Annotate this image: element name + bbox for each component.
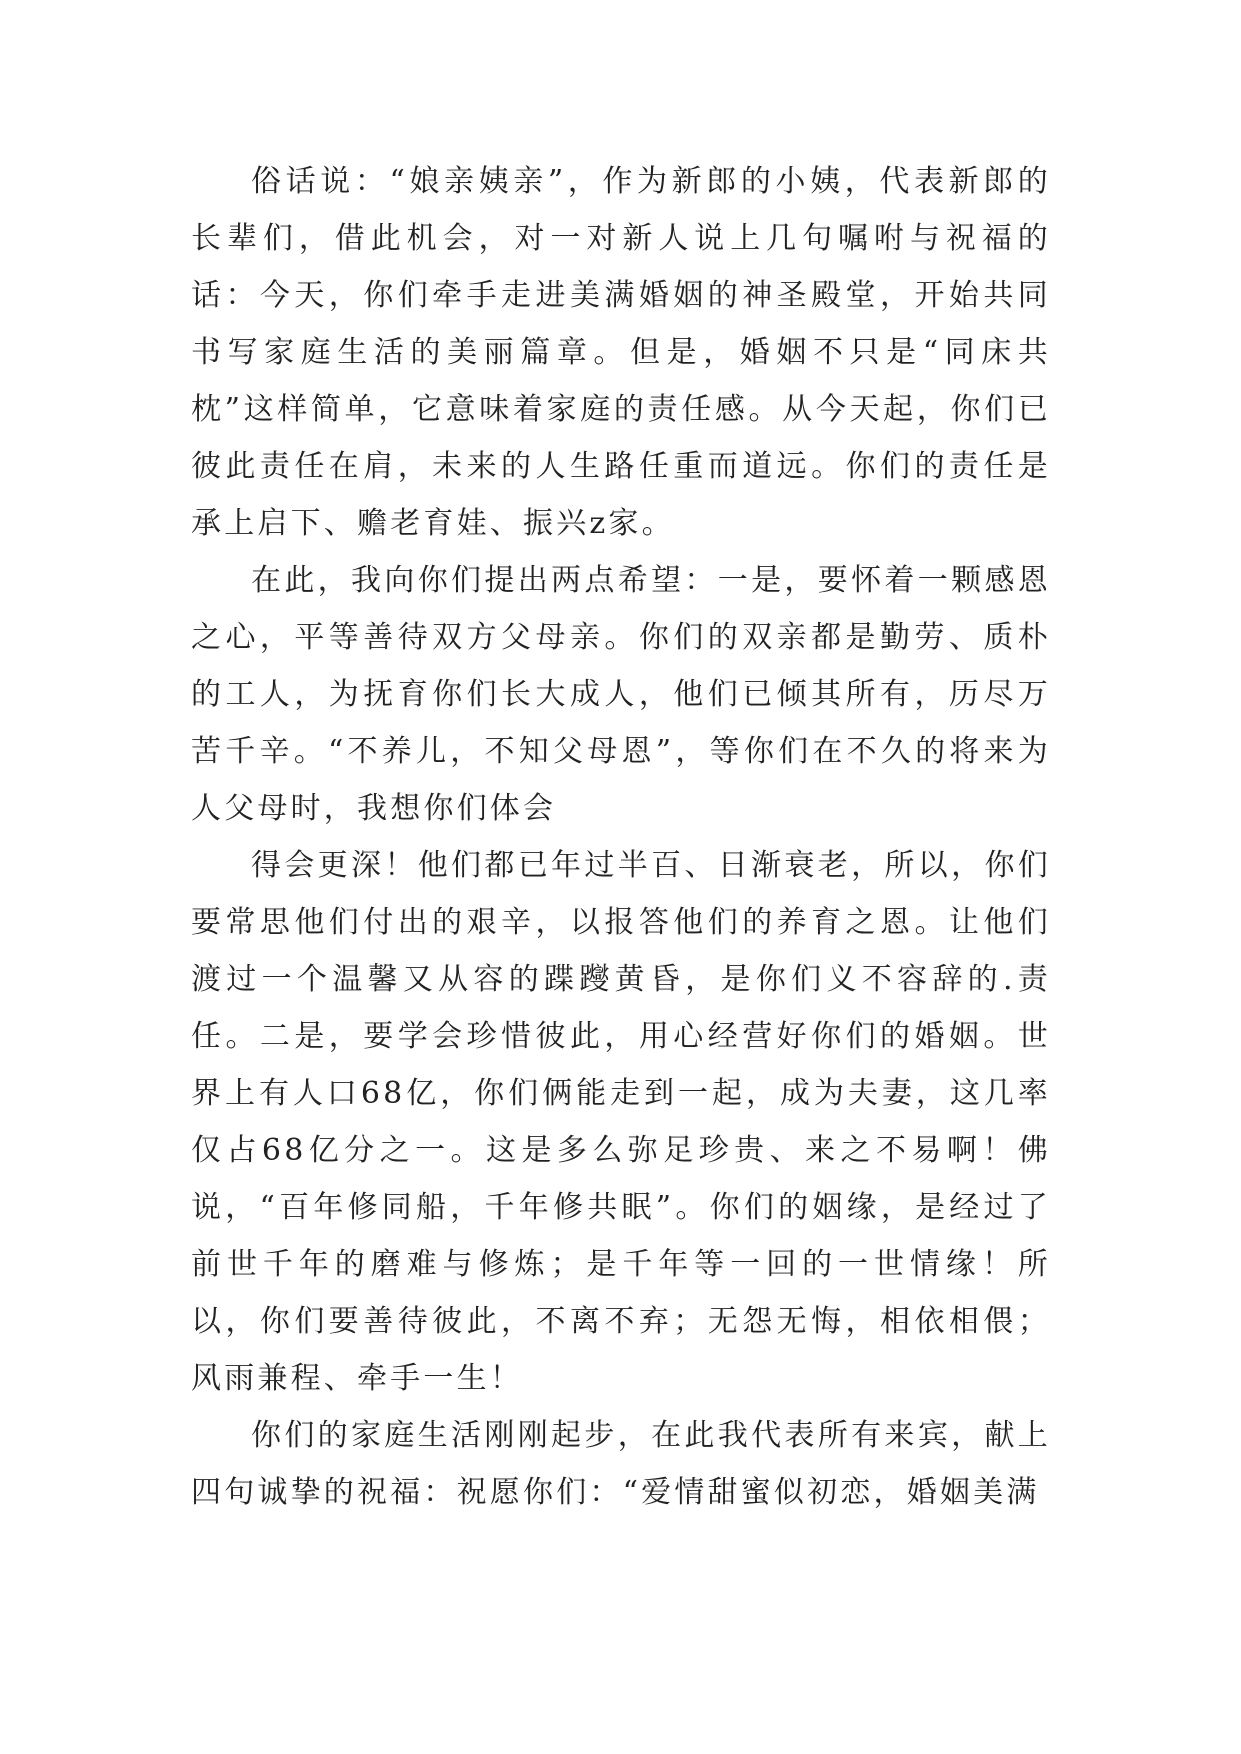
document-body — [191, 153, 1051, 1521]
paragraph-1: 俗话说：“娘亲姨亲”，作为新郎的小姨，代表新郎的长辈们，借此机会，对一对新人说上几句嘱咐与祝福的话：今天，你们牵手走进美满婚姻的神圣殿堂，开始共同书写家庭生活的美丽篇章。但是，婚姻不只是“同床共枕”这样简单，它意味着家庭的责任感。从今天起，你们已彼此责任在肩，未来的人生路任重而道远。你们的责任是承上启下、赡老育娃、振兴z家。 — [191, 164, 1051, 541]
paragraph-3: 得会更深！他们都已年过半百、日渐衰老，所以，你们要常思他们付出的艰辛，以报答他们的养育之恩。让他们渡过一个温馨又从容的蹀躞黄昏，是你们义不容辞的.责任。二是，要学会珍惜彼此，用心经营好你们的婚姻。世界上有人口68亿，你们俩能走到一起，成为夫妻，这几率仅占68亿分之一。这是多么弥足珍贵、来之不易啊！佛说，“百年修同船，千年修共眠”。你们的姻缘，是经过了前世千年的磨难与修炼；是千年等一回的一世情缘！所以，你们要善待彼此，不离不弃；无怨无悔，相依相偎；风雨兼程、牵手一生！ — [191, 848, 1051, 1396]
paragraph-2: 在此，我向你们提出两点希望：一是，要怀着一颗感恩之心，平等善待双方父母亲。你们的双亲都是勤劳、质朴的工人，为抚育你们长大成人，他们已倾其所有，历尽万苦千辛。“不养儿，不知父母恩”，等你们在不久的将来为人父母时，我想你们体会 — [191, 563, 1051, 826]
paragraph-4: 你们的家庭生活刚刚起步，在此我代表所有来宾，献上四句诚挚的祝福：祝愿你们：“爱情甜蜜似初恋，婚姻美满 — [191, 1418, 1051, 1510]
